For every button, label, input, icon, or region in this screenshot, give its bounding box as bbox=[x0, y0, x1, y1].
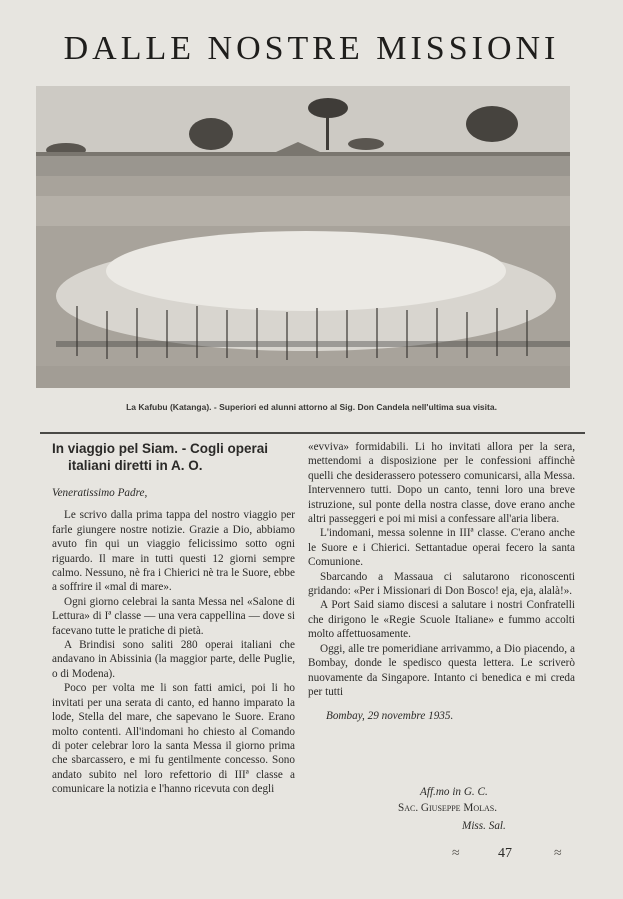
photo-caption: La Kafubu (Katanga). - Superiori ed alunni attorno al Sig. Don Candela nell'ultima sua visita. bbox=[126, 402, 497, 412]
signoff-title: Miss. Sal. bbox=[462, 820, 506, 832]
ornament-left: ≈ bbox=[452, 846, 460, 861]
paragraph: Sbarcando a Massaua ci salutarono riconoscenti gridando: «Per i Missionari di Don Bosco! eja, eja, alalà!». bbox=[308, 570, 575, 598]
article-column-right bbox=[308, 440, 575, 724]
paragraph: Poco per volta me li son fatti amici, poi li ho invitati per una serata di canto, ed hanno imparato la lode, Stella del mare, che sapevano le Suore. Erano molto contenti. All'indomani ho chiesto al Comando di poter celebrar loro la santa Messa il giorno prima che sbarcassero, e mi fu gentilmente concesso. Sono andato subito nel loro refettorio di IIIª classe a comunicare la notizia e l'hanno ricevuta con degli bbox=[52, 682, 295, 796]
mission-group-photo bbox=[36, 86, 570, 388]
signoff-greeting: Aff.mo in G. C. bbox=[420, 786, 488, 798]
paragraph: Le scrivo dalla prima tappa del nostro viaggio per farle giungere nostre notizie. Grazie a Dio, abbiamo avuto fin qui un viaggio felicissimo sotto ogni riguardo. Il mare in tutti questi 12 giorni sempre calmo. Nessuno, nè fra i Chierici nè tra le Suore, ebbe a soffrire il «mal di mare». bbox=[52, 509, 295, 594]
signoff-name: Sac. Giuseppe Molas. bbox=[398, 802, 498, 814]
paragraph: «evviva» formidabili. Li ho invitati allora per la sera, mettendomi a disposizione per le confessioni affinchè quelli che desiderassero potessero comunicarsi, alla Messa. Intervennero tutti. Dopo un canto, tenni loro una breve istruzione, sul ponte della nostra classe, dove erano anche altri passeggeri e poi mi misi a confessare all'aria libera. bbox=[308, 441, 575, 526]
paragraph: L'indomani, messa solenne in IIIª classe. C'erano anche le Suore e i Chierici. Settantadue operai fecero la santa Comunione. bbox=[308, 527, 575, 569]
ornament-right: ≈ bbox=[554, 846, 562, 861]
page-number: 47 bbox=[498, 846, 512, 861]
article-heading-line1: In viaggio pel Siam. - Cogli operai bbox=[52, 441, 269, 456]
divider-rule bbox=[40, 432, 585, 434]
paragraph: Ogni giorno celebrai la santa Messa nel «Salone di Lettura» di Iª classe — una vera cappellina — dove si facevano tutte le pratiche di pietà. bbox=[52, 595, 295, 637]
article-column-left bbox=[52, 440, 295, 797]
article-heading bbox=[52, 440, 295, 474]
photo-illustration bbox=[36, 86, 570, 388]
article-heading-line2: italiani diretti in A. O. bbox=[68, 458, 203, 473]
paragraph: Oggi, alle tre pomeridiane arrivammo, a Dio piacendo, a Bombay, donde le spedisco questa lettera. Le scriverò nuovamente da Singapore. Intanto ci benedica e mi creda per tutti bbox=[308, 642, 575, 698]
salutation: Veneratissimo Padre, bbox=[52, 487, 148, 499]
paragraph: A Brindisi sono saliti 280 operai italiani che andavano in Abissinia (la maggior parte, delle Puglie, o di Modena). bbox=[52, 639, 295, 680]
page-title: DALLE NOSTRE MISSIONI bbox=[63, 30, 560, 67]
paragraph: A Port Said siamo discesi a salutare i nostri Confratelli che dirigono le «Regie Scuole Italiane» e fummo accolti molto affettuosamente. bbox=[308, 599, 575, 641]
place-date: Bombay, 29 novembre 1935. bbox=[326, 710, 454, 723]
